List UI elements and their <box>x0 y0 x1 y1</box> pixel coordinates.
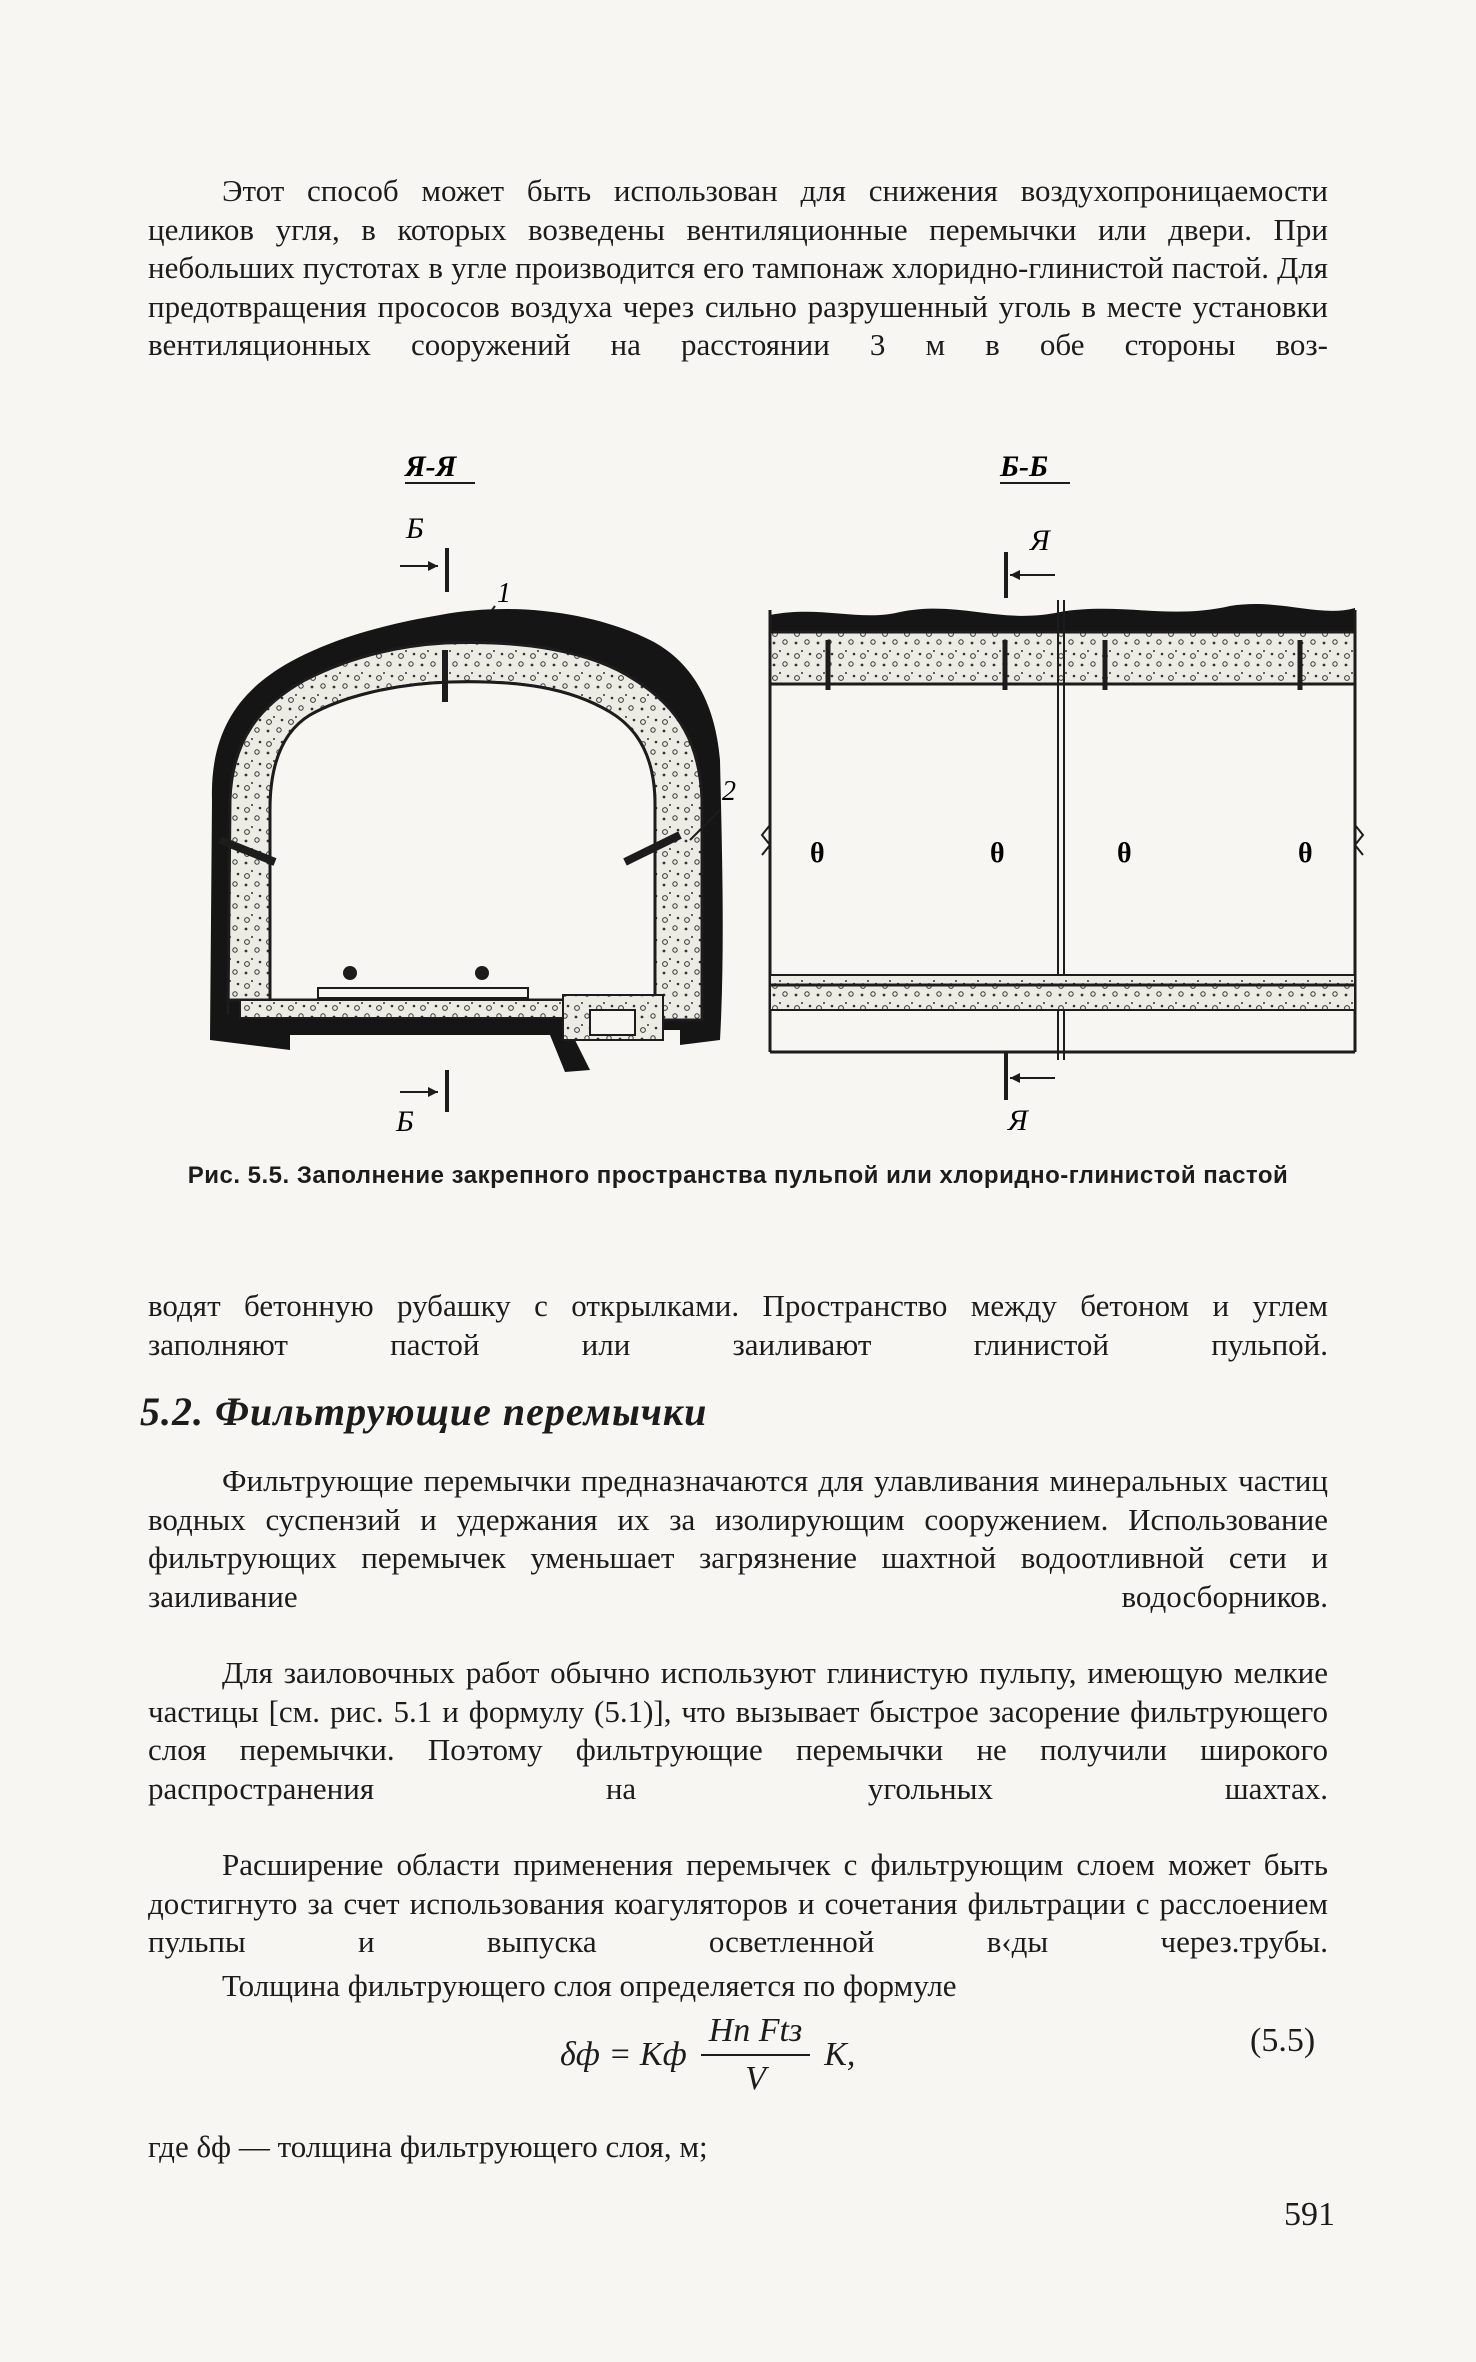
paragraph-filters-purpose: Фильтрующие перемычки предназначаются для улавливания минеральных частиц водных суспензий и удержания их за изолирующим сооружением. Использование фильтрующих перемычек уменьшает загрязнение шахтной водоотливной сети и заиливание водосборников. <box>148 1463 1328 1614</box>
formula-denominator: V <box>745 2060 766 2097</box>
formula-numerator: Hп Ftз <box>701 2012 811 2056</box>
section-bb-drawing <box>762 450 1363 1137</box>
callout-2: 2 <box>722 776 736 807</box>
section-b-mark-top: Б <box>406 512 424 545</box>
floor-track-layer <box>770 975 1355 1010</box>
paragraph-extension: Расширение области применения перемычек с фильтрующим слоем может быть достигнуто за счет использования коагуляторов и сочетания фильтрации с расслоением пульпы и выпуска осветленной в‹ды через.трубы. <box>148 1847 1328 1959</box>
track-rail <box>318 988 528 998</box>
floor-slab <box>240 1000 570 1018</box>
paragraph-where: где δф — толщина фильтрующего слоя, м; <box>148 2129 708 2164</box>
formula-fraction <box>701 2012 811 2098</box>
section-heading: 5.2. Фильтрующие перемычки <box>140 1389 708 1434</box>
theta-mark-2: θ <box>990 838 1005 869</box>
figure-caption: Рис. 5.5. Заполнение закрепного пространства пульпой или хлоридно-глинистой пастой <box>187 1162 1289 1189</box>
section-a-mark-top: Я <box>1030 524 1050 557</box>
section-bb-label: Б-Б <box>1000 450 1049 483</box>
paragraph-silting-works: Для заиловочных работ обычно используют глинистую пульпу, имеющую мелкие частицы [см. рис. 5.1 и формулу (5.1)], что вызывает быстрое засорение фильтрующего слоя перемычки. Поэтому фильтрующие перемычки не получили широкого распространения на угольных шахтах. <box>148 1655 1328 1806</box>
section-aa-label: Я-Я <box>405 450 457 483</box>
section-aa-drawing <box>210 450 736 1138</box>
paragraph-formula-intro: Толщина фильтрующего слоя определяется по формуле <box>222 1968 957 2003</box>
section-b-mark-bottom: Б <box>396 1105 414 1138</box>
roof-rock <box>770 604 1355 632</box>
figure-5-5 <box>0 0 1476 1138</box>
paragraph-intro: Этот способ может быть использован для снижения воздухопроницаемости целиков угля, в которых возведены вентиляционные перемычки или двери. При небольших пустотах в угле производится его тампонаж хлоридно-глинистой пастой. Для предотвращения прососов воздуха через сильно разрушенный уголь в месте установки вентиляционных сооружений на расстоянии 3 м в обе стороны воз- <box>148 173 1328 362</box>
paragraph-continuation: водят бетонную рубашку с открылками. Пространство между бетоном и углем заполняют пастой или заиливают глинистой пульпой. <box>148 1288 1328 1362</box>
theta-mark-1: θ <box>810 838 825 869</box>
theta-mark-3: θ <box>1117 838 1132 869</box>
callout-1: 1 <box>497 578 511 609</box>
formula-lhs: δф = Kф <box>560 2036 687 2073</box>
formula-tail: K, <box>824 2036 856 2073</box>
roof-fill-layer <box>770 632 1355 684</box>
page-number: 591 <box>1284 2196 1335 2233</box>
equation-number: (5.5) <box>1250 2022 1316 2059</box>
tunnel-inner <box>270 682 655 1000</box>
theta-mark-4: θ <box>1298 838 1313 869</box>
formula-5-5 <box>560 2012 855 2098</box>
section-a-mark-bottom: Я <box>1008 1104 1028 1137</box>
